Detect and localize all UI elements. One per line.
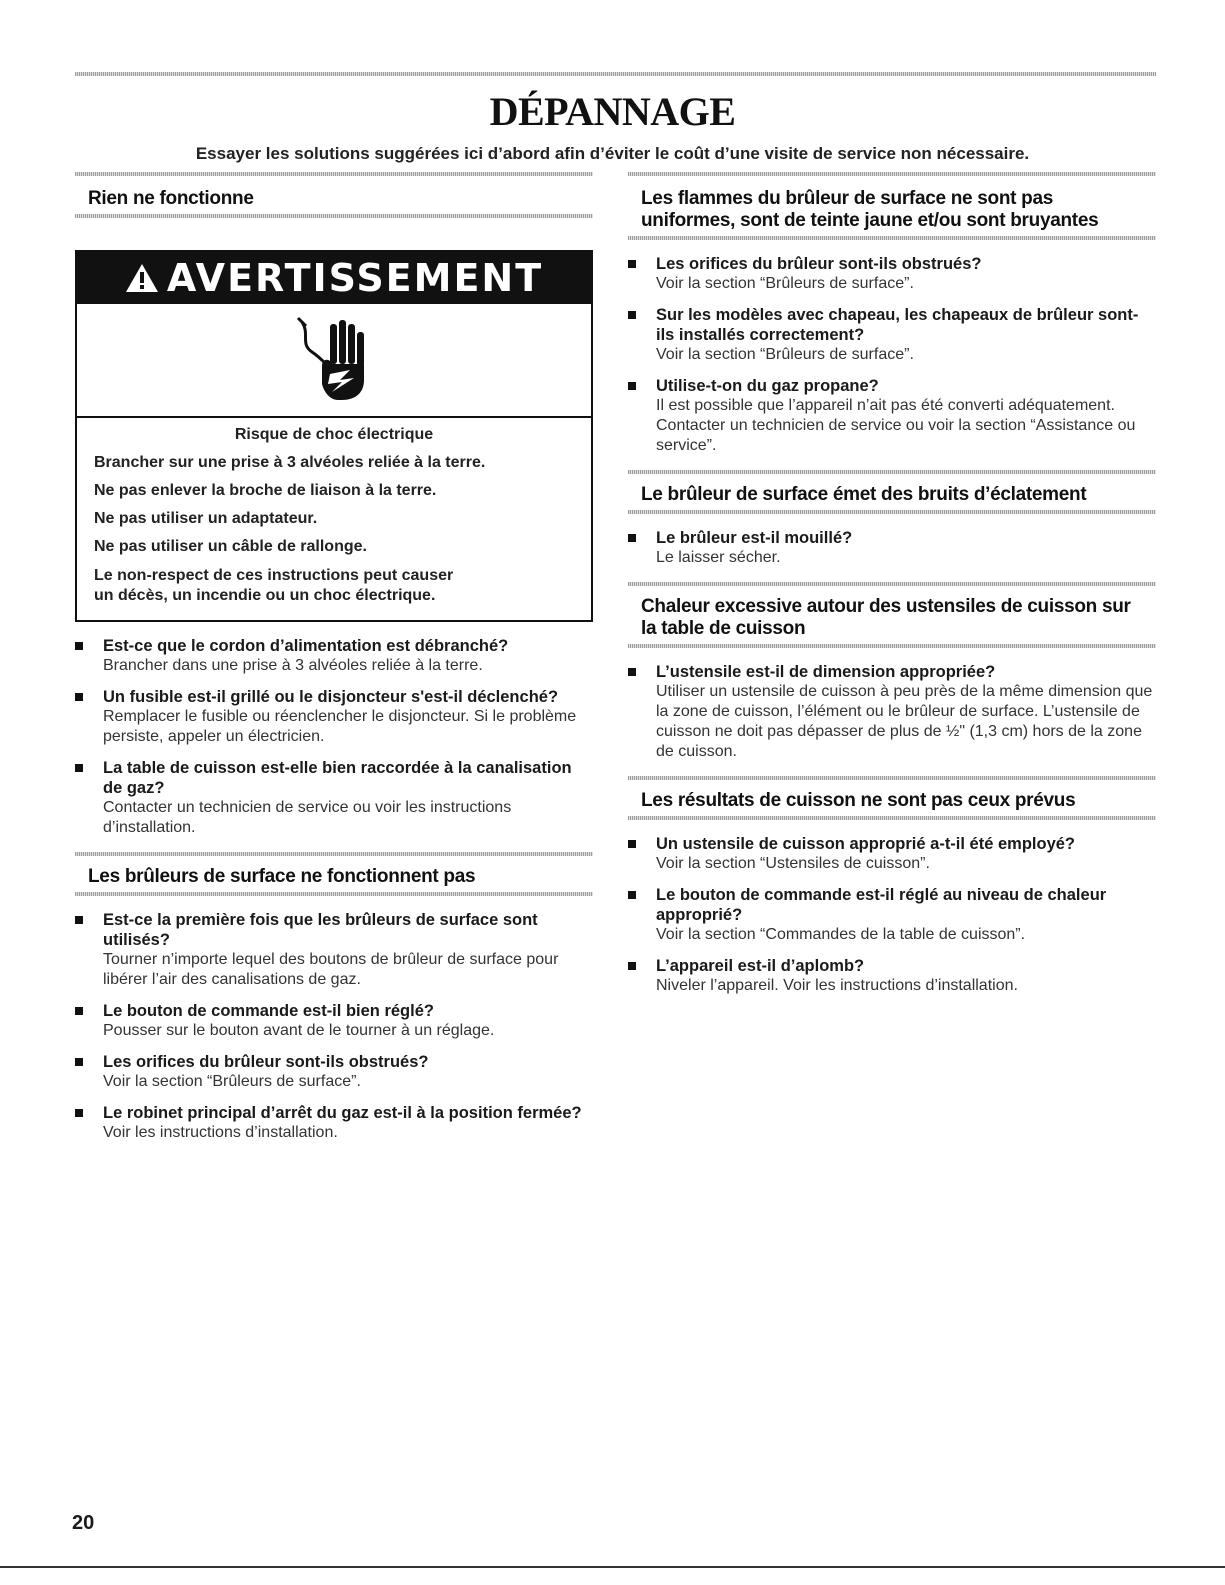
answer: Voir les instructions d’installation. xyxy=(103,1124,338,1141)
bullet-icon xyxy=(628,962,636,970)
intro-text: Essayer les solutions suggérées ici d’abord afin d’éviter le coût d’une visite de service non nécessaire. xyxy=(195,144,1030,163)
answer: Le laisser sécher. xyxy=(656,549,781,566)
question: Un fusible est-il grillé ou le disjoncteur s'est-il déclenché? xyxy=(103,688,559,706)
warning-line: Ne pas utiliser un câble de rallonge. xyxy=(94,538,367,555)
item-list xyxy=(628,254,1156,456)
answer: Tourner n’importe lequel des boutons de brûleur de surface pour libérer l’air des canalisations de gaz. xyxy=(103,951,559,988)
bullet-icon xyxy=(75,1058,83,1066)
question: Les orifices du brûleur sont-ils obstrués? xyxy=(656,255,982,273)
question: Le bouton de commande est-il bien réglé? xyxy=(103,1002,434,1020)
warning-line: Ne pas enlever la broche de liaison à la terre. xyxy=(94,482,437,499)
question: Est-ce que le cordon d’alimentation est débranché? xyxy=(103,637,509,655)
answer: Voir la section “Brûleurs de surface”. xyxy=(656,346,914,363)
warning-consequence-line: Le non-respect de ces instructions peut causer xyxy=(94,567,454,584)
list-item xyxy=(75,687,593,747)
section-rule xyxy=(628,776,1156,780)
list-item xyxy=(628,956,1156,996)
list-item xyxy=(75,636,593,676)
section-heading: Les résultats de cuisson ne sont pas ceux prévus xyxy=(641,790,1076,811)
list-item xyxy=(628,254,1156,294)
section-rule xyxy=(628,510,1156,514)
bottom-rule xyxy=(0,1566,1225,1568)
bullet-icon xyxy=(75,642,83,650)
top-rule xyxy=(75,72,1156,76)
answer: Pousser sur le bouton avant de le tourner à un réglage. xyxy=(103,1022,495,1039)
answer: Contacter un technicien de service ou voir les instructions d’installation. xyxy=(103,799,512,836)
section-rule xyxy=(628,172,1156,176)
question: Est-ce la première fois que les brûleurs de surface sont utilisés? xyxy=(103,911,538,949)
warning-pictogram xyxy=(77,304,591,418)
list-item xyxy=(75,1052,593,1092)
answer: Il est possible que l’appareil n’ait pas été converti adéquatement. Contacter un technicien de service ou voir la section “Assistance ou service”. xyxy=(656,397,1136,454)
question: Le brûleur est-il mouillé? xyxy=(656,529,853,547)
left-column xyxy=(75,172,593,1154)
warning-line: Brancher sur une prise à 3 alvéoles reliée à la terre. xyxy=(94,454,486,471)
bullet-icon xyxy=(75,764,83,772)
answer: Brancher dans une prise à 3 alvéoles reliée à la terre. xyxy=(103,657,483,674)
section-rule xyxy=(75,172,593,176)
bullet-icon xyxy=(75,693,83,701)
bullet-icon xyxy=(75,1109,83,1117)
answer: Niveler l’appareil. Voir les instructions d’installation. xyxy=(656,977,1018,994)
list-item xyxy=(75,1103,593,1143)
section-heading: Le brûleur de surface émet des bruits d’éclatement xyxy=(641,484,1087,505)
bullet-icon xyxy=(628,891,636,899)
electric-shock-hand-icon xyxy=(292,314,376,406)
question: L’appareil est-il d’aplomb? xyxy=(656,957,865,975)
section-heading: Les brûleurs de surface ne fonctionnent pas xyxy=(88,866,476,887)
warning-label: AVERTISSEMENT xyxy=(166,256,544,300)
bullet-icon xyxy=(628,382,636,390)
item-list xyxy=(628,662,1156,762)
list-item xyxy=(628,834,1156,874)
answer: Voir la section “Ustensiles de cuisson”. xyxy=(656,855,930,872)
item-list xyxy=(628,834,1156,996)
question: Sur les modèles avec chapeau, les chapeaux de brûleur sont-ils installés correctement? xyxy=(656,306,1139,344)
question: Le robinet principal d’arrêt du gaz est-il à la position fermée? xyxy=(103,1104,582,1122)
answer: Voir la section “Commandes de la table de cuisson”. xyxy=(656,926,1026,943)
warning-line: Ne pas utiliser un adaptateur. xyxy=(94,510,318,527)
question: Un ustensile de cuisson approprié a-t-il été employé? xyxy=(656,835,1076,853)
bullet-icon xyxy=(628,840,636,848)
section-heading: Chaleur excessive autour des ustensiles de cuisson sur la table de cuisson xyxy=(641,596,1131,639)
warning-risk: Risque de choc électrique xyxy=(234,426,434,443)
list-item xyxy=(628,305,1156,365)
section-rule xyxy=(628,816,1156,820)
bullet-icon xyxy=(628,534,636,542)
section-rule xyxy=(628,582,1156,586)
list-item xyxy=(75,910,593,990)
bullet-icon xyxy=(628,260,636,268)
bullet-icon xyxy=(75,916,83,924)
section-rule xyxy=(75,852,593,856)
bullet-icon xyxy=(628,311,636,319)
answer: Remplacer le fusible ou réenclencher le disjoncteur. Si le problème persiste, appeler un électricien. xyxy=(103,708,577,745)
list-item xyxy=(628,376,1156,456)
section-heading: Les flammes du brûleur de surface ne sont pas uniformes, sont de teinte jaune et/ou sont bruyantes xyxy=(641,188,1099,231)
section-rule xyxy=(628,236,1156,240)
section-rule xyxy=(628,470,1156,474)
item-list xyxy=(75,636,593,838)
warning-triangle-icon xyxy=(125,263,159,293)
question: La table de cuisson est-elle bien raccordée à la canalisation de gaz? xyxy=(103,759,572,797)
list-item xyxy=(628,885,1156,945)
bullet-icon xyxy=(75,1007,83,1015)
warning-consequence-line: un décès, un incendie ou un choc électrique. xyxy=(94,587,436,604)
list-item xyxy=(75,1001,593,1041)
answer: Voir la section “Brûleurs de surface”. xyxy=(103,1073,361,1090)
section-rule xyxy=(628,644,1156,648)
question: L’ustensile est-il de dimension appropriée? xyxy=(656,663,996,681)
section-rule xyxy=(75,892,593,896)
warning-text xyxy=(77,418,591,620)
list-item xyxy=(75,758,593,838)
warning-consequence xyxy=(94,566,591,606)
page-title: DÉPANNAGE xyxy=(489,89,736,134)
warning-header xyxy=(77,252,591,304)
right-column xyxy=(628,172,1156,1007)
question: Les orifices du brûleur sont-ils obstrués? xyxy=(103,1053,429,1071)
section-heading: Rien ne fonctionne xyxy=(88,188,254,209)
section-rule xyxy=(75,214,593,218)
answer: Utiliser un ustensile de cuisson à peu près de la même dimension que la zone de cuisson, l’élément ou le brûleur de surface. L’ustensile de cuisson ne doit pas dépasser de plus de ½" (1,3 cm) hors de la zone de cuisson. xyxy=(656,683,1153,760)
warning-box xyxy=(75,250,593,622)
item-list xyxy=(75,910,593,1143)
item-list xyxy=(628,528,1156,568)
bullet-icon xyxy=(628,668,636,676)
answer: Voir la section “Brûleurs de surface”. xyxy=(656,275,914,292)
page-number: 20 xyxy=(72,1512,95,1534)
question: Le bouton de commande est-il réglé au niveau de chaleur approprié? xyxy=(656,886,1107,924)
list-item xyxy=(628,662,1156,762)
question: Utilise-t-on du gaz propane? xyxy=(656,377,879,395)
list-item xyxy=(628,528,1156,568)
